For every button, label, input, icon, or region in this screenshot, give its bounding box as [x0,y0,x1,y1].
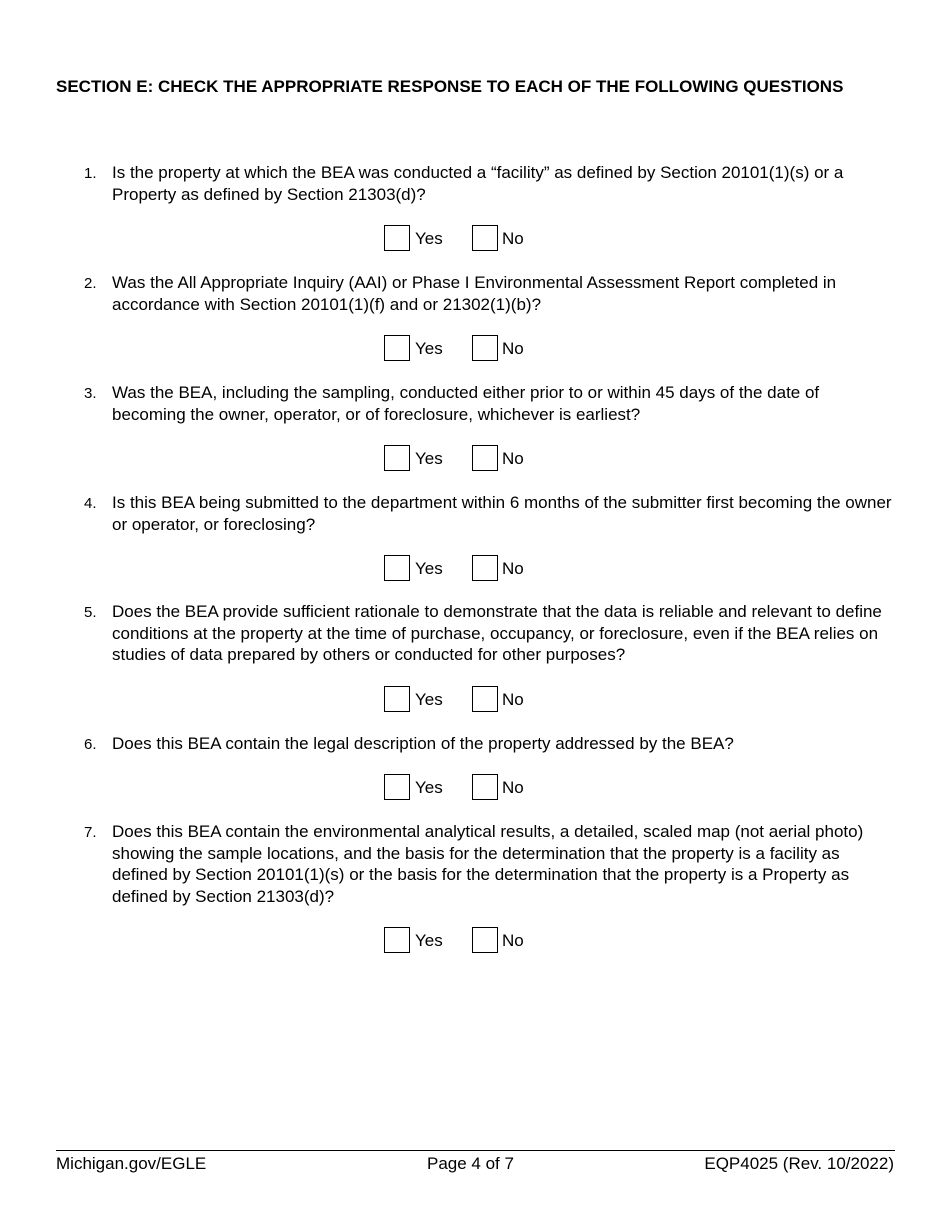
question-3 [84,382,894,425]
question-number: 1. [84,165,97,182]
yes-checkbox[interactable] [384,927,410,953]
no-checkbox[interactable] [472,927,498,953]
question-7 [84,821,894,907]
question-1 [84,162,894,205]
footer-divider [56,1150,895,1151]
no-checkbox[interactable] [472,774,498,800]
question-text: Does this BEA contain the environmental analytical results, a detailed, scaled map (not aerial photo) showing the sample locations, and the basis for the determination that the property is a facility as defined by Section 20101(1)(s) or the basis for the determination that the property is a Property as defined by Section 21303(d)? [112,822,864,906]
yes-checkbox[interactable] [384,686,410,712]
yes-checkbox[interactable] [384,335,410,361]
question-2 [84,272,894,315]
question-number: 5. [84,604,97,621]
no-label: No [502,229,524,248]
no-checkbox[interactable] [472,445,498,471]
no-label: No [502,449,524,468]
yes-checkbox[interactable] [384,555,410,581]
no-checkbox[interactable] [472,335,498,361]
question-text: Does the BEA provide sufficient rationale to demonstrate that the data is reliable and relevant to define conditions at the property at the time of purchase, occupancy, or foreclosure, even if the BEA relies on studies of data prepared by others or conducted for other purposes? [112,602,882,664]
footer-page-number: Page 4 of 7 [427,1154,514,1173]
question-5 [84,601,894,666]
yes-label: Yes [415,931,443,950]
question-text: Is this BEA being submitted to the department within 6 months of the submitter first becoming the owner or operator, or foreclosing? [112,493,892,534]
question-text: Was the BEA, including the sampling, conducted either prior to or within 45 days of the date of becoming the owner, operator, or of foreclosure, whichever is earliest? [112,383,820,424]
yes-checkbox[interactable] [384,774,410,800]
footer-website[interactable]: Michigan.gov/EGLE [56,1154,207,1173]
question-number: 2. [84,275,97,292]
yes-checkbox[interactable] [384,225,410,251]
yes-label: Yes [415,778,443,797]
question-number: 4. [84,495,97,512]
no-checkbox[interactable] [472,555,498,581]
no-checkbox[interactable] [472,225,498,251]
question-text: Was the All Appropriate Inquiry (AAI) or Phase I Environmental Assessment Report completed in accordance with Section 20101(1)(f) and or 21302(1)(b)? [112,273,837,314]
question-number: 7. [84,824,97,841]
no-checkbox[interactable] [472,686,498,712]
no-label: No [502,559,524,578]
yes-label: Yes [415,559,443,578]
no-label: No [502,339,524,358]
question-4 [84,492,894,535]
yes-label: Yes [415,449,443,468]
section-heading: SECTION E: CHECK THE APPROPRIATE RESPONSE TO EACH OF THE FOLLOWING QUESTIONS [56,77,844,96]
question-6 [84,733,894,755]
yes-checkbox[interactable] [384,445,410,471]
yes-label: Yes [415,690,443,709]
no-label: No [502,778,524,797]
footer-form-number: EQP4025 (Rev. 10/2022) [704,1154,894,1173]
yes-label: Yes [415,339,443,358]
no-label: No [502,931,524,950]
question-number: 6. [84,736,97,753]
question-number: 3. [84,385,97,402]
question-text: Is the property at which the BEA was conducted a “facility” as defined by Section 20101(1)(s) or a Property as defined by Section 21303(d)? [112,163,844,204]
no-label: No [502,690,524,709]
question-text: Does this BEA contain the legal description of the property addressed by the BEA? [112,734,734,753]
yes-label: Yes [415,229,443,248]
